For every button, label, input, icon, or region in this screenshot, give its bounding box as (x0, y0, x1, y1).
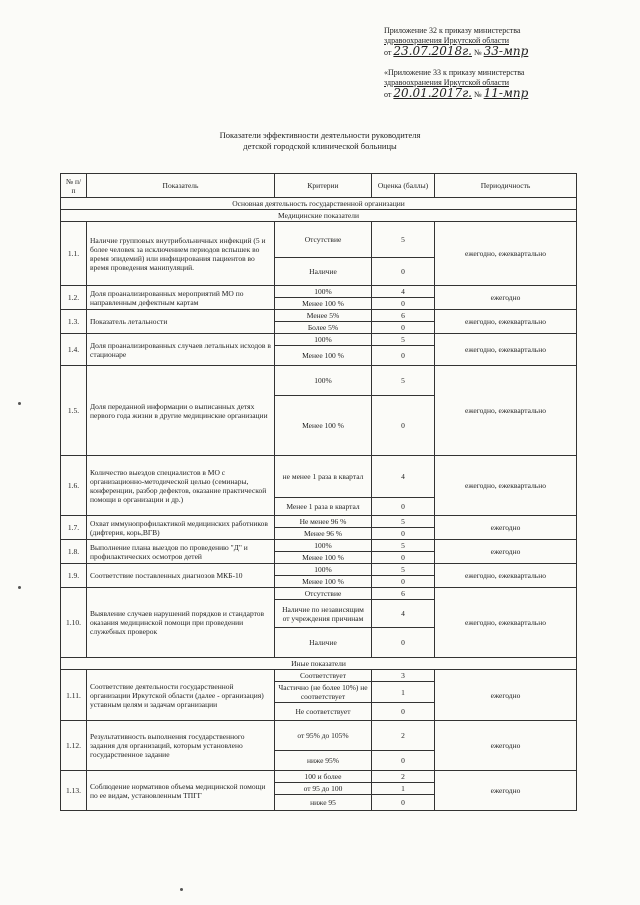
row-indicator: Выявление случаев нарушений порядков и стандартов оказания медицинской помощи при проведении служебных проверок (87, 588, 275, 658)
row-score: 0 (372, 498, 435, 516)
table-row (61, 456, 577, 498)
row-criterion: Не соответствует (275, 703, 372, 721)
row-indicator: Соблюдение нормативов объема медицинской помощи по ее видам, установленным ТПГГ (87, 771, 275, 811)
row-period: ежегодно, ежеквартально (435, 564, 577, 588)
row-score: 0 (372, 258, 435, 286)
row-period: ежегодно, ежеквартально (435, 588, 577, 658)
row-score: 1 (372, 783, 435, 795)
row-period: ежегодно, ежеквартально (435, 456, 577, 516)
row-criterion: 100% (275, 366, 372, 396)
row-score: 4 (372, 286, 435, 298)
row-score: 4 (372, 600, 435, 628)
appendix-1-line-2: здравоохранения Иркутской области (384, 36, 509, 45)
row-criterion: Менее 5% (275, 310, 372, 322)
table-row (61, 222, 577, 258)
row-indicator: Результативность выполнения государственного задания для организаций, которым установлено государственное задание (87, 721, 275, 771)
row-criterion: ниже 95 (275, 795, 372, 811)
row-number: 1.6. (61, 456, 87, 516)
row-period: ежегодно (435, 670, 577, 721)
document-title (140, 130, 500, 152)
row-score: 6 (372, 310, 435, 322)
section-row (61, 198, 577, 210)
row-criterion: Частично (не более 10%) не соответствует (275, 682, 372, 703)
row-criterion: Менее 100 % (275, 346, 372, 366)
row-score: 6 (372, 588, 435, 600)
header-period: Периодичность (435, 174, 577, 198)
row-number: 1.10. (61, 588, 87, 658)
table-row (61, 286, 577, 298)
row-number: 1.12. (61, 721, 87, 771)
table-row (61, 516, 577, 528)
row-criterion: 100% (275, 540, 372, 552)
punch-hole-mark (18, 586, 21, 589)
row-criterion: Соответствует (275, 670, 372, 682)
appendix-2-number: 11-мпр (483, 86, 529, 100)
title-line-1: Показатели эффективности деятельности руководителя (219, 130, 421, 140)
row-number: 1.5. (61, 366, 87, 456)
row-score: 5 (372, 366, 435, 396)
row-indicator: Соответствие поставленных диагнозов МКБ-10 (87, 564, 275, 588)
row-number: 1.7. (61, 516, 87, 540)
row-criterion: Менее 96 % (275, 528, 372, 540)
table-row (61, 334, 577, 346)
scan-dot-mark (180, 888, 183, 891)
row-score: 2 (372, 721, 435, 751)
row-score: 0 (372, 298, 435, 310)
section-row (61, 210, 577, 222)
title-line-2: детской городской клинической больницы (243, 141, 397, 151)
row-score: 0 (372, 628, 435, 658)
table-row (61, 310, 577, 322)
row-score: 5 (372, 222, 435, 258)
appendix-2-from-label: от (384, 90, 392, 99)
row-score: 0 (372, 703, 435, 721)
row-score: 0 (372, 751, 435, 771)
row-period: ежегодно (435, 286, 577, 310)
row-score: 2 (372, 771, 435, 783)
row-period: ежегодно, ежеквартально (435, 310, 577, 334)
header-score: Оценка (баллы) (372, 174, 435, 198)
row-criterion: Менее 100 % (275, 396, 372, 456)
row-number: 1.3. (61, 310, 87, 334)
row-indicator: Доля проанализированных случаев летальных исходов в стационаре (87, 334, 275, 366)
appendix-2-number-label: № (473, 90, 482, 99)
table-header-row (61, 174, 577, 198)
row-criterion: Менее 1 раза в квартал (275, 498, 372, 516)
row-score: 5 (372, 334, 435, 346)
row-criterion: Наличие по независящим от учреждения причинам (275, 600, 372, 628)
row-period: ежегодно, ежеквартально (435, 222, 577, 286)
row-criterion: 100% (275, 286, 372, 298)
row-period: ежегодно, ежеквартально (435, 334, 577, 366)
table-row (61, 588, 577, 600)
row-period: ежегодно (435, 771, 577, 811)
row-criterion: ниже 95% (275, 751, 372, 771)
section-row (61, 658, 577, 670)
row-score: 0 (372, 322, 435, 334)
row-criterion: не менее 1 раза в квартал (275, 456, 372, 498)
row-indicator: Показатель летальности (87, 310, 275, 334)
row-score: 1 (372, 682, 435, 703)
table-row (61, 721, 577, 751)
table-row (61, 540, 577, 552)
appendix-2-date-line (384, 88, 634, 100)
row-criterion: Более 5% (275, 322, 372, 334)
row-criterion: Менее 100 % (275, 552, 372, 564)
row-indicator: Соответствие деятельности государственной организации Иркутской области (далее - организация) уставным целям и задачам организации (87, 670, 275, 721)
table-row (61, 670, 577, 682)
row-criterion: Не менее 96 % (275, 516, 372, 528)
indicators-table (60, 173, 577, 811)
row-score: 0 (372, 576, 435, 588)
table-row (61, 771, 577, 783)
row-number: 1.13. (61, 771, 87, 811)
row-score: 0 (372, 346, 435, 366)
appendix-2-line-2: здравоохранения Иркутской области (384, 78, 509, 87)
appendix-1-number: 33-мпр (483, 44, 529, 58)
table-row (61, 564, 577, 576)
row-number: 1.4. (61, 334, 87, 366)
row-number: 1.8. (61, 540, 87, 564)
row-score: 0 (372, 528, 435, 540)
header-criteria: Критерии (275, 174, 372, 198)
row-number: 1.9. (61, 564, 87, 588)
row-score: 3 (372, 670, 435, 682)
table-row (61, 366, 577, 396)
row-score: 0 (372, 795, 435, 811)
row-criterion: Отсутствие (275, 222, 372, 258)
row-criterion: Менее 100 % (275, 298, 372, 310)
punch-hole-mark (18, 402, 21, 405)
appendix-header-2 (384, 68, 634, 100)
row-period: ежегодно (435, 516, 577, 540)
appendix-1-from-label: от (384, 48, 392, 57)
row-period: ежегодно, ежеквартально (435, 366, 577, 456)
section-main-activity: Основная деятельность государственной организации (61, 198, 577, 210)
row-criterion: Менее 100 % (275, 576, 372, 588)
appendix-1-number-label: № (473, 48, 482, 57)
appendix-2-line-1: «Приложение 33 к приказу министерства (384, 68, 525, 77)
appendix-2-date: 20.01.2017г. (393, 86, 472, 100)
row-indicator: Выполнение плана выездов по проведению "Д" и профилактических осмотров детей (87, 540, 275, 564)
row-criterion: 100% (275, 334, 372, 346)
row-number: 1.1. (61, 222, 87, 286)
appendix-1-date-line (384, 46, 634, 58)
section-medical-indicators: Медицинские показатели (61, 210, 577, 222)
row-criterion: Отсутствие (275, 588, 372, 600)
row-score: 5 (372, 564, 435, 576)
row-indicator: Доля переданной информации о выписанных детях первого года жизни в другие медицинские организации (87, 366, 275, 456)
row-period: ежегодно (435, 540, 577, 564)
section-other-indicators: Иные показатели (61, 658, 577, 670)
row-score: 5 (372, 516, 435, 528)
row-score: 0 (372, 396, 435, 456)
row-criterion: 100% (275, 564, 372, 576)
appendix-1-date: 23.07.2018г. (393, 44, 472, 58)
appendix-header-1 (384, 26, 634, 58)
row-score: 5 (372, 540, 435, 552)
row-number: 1.2. (61, 286, 87, 310)
row-criterion: 100 и более (275, 771, 372, 783)
appendix-1-line-1: Приложение 32 к приказу министерства (384, 26, 521, 35)
row-period: ежегодно (435, 721, 577, 771)
row-indicator: Количество выездов специалистов в МО с организационно-методической целью (семинары, конференции, разбор дефектов, оказание практической помощи в организации и др.) (87, 456, 275, 516)
row-indicator: Охват иммунопрофилактикой медицинских работников (дифтерия, корь,ВГВ) (87, 516, 275, 540)
row-indicator: Доля проанализированных мероприятий МО по направленным дефектным картам (87, 286, 275, 310)
row-indicator: Наличие групповых внутрибольничных инфекций (5 и более человек за исключением периодов вспышек во время эпидемий) или инфицирования пациентов во время проведения манипуляций. (87, 222, 275, 286)
header-num: № п/п (61, 174, 87, 198)
row-score: 0 (372, 552, 435, 564)
row-criterion: от 95 до 100 (275, 783, 372, 795)
row-score: 4 (372, 456, 435, 498)
row-criterion: Наличие (275, 258, 372, 286)
row-criterion: от 95% до 105% (275, 721, 372, 751)
row-criterion: Наличие (275, 628, 372, 658)
header-indicator: Показатель (87, 174, 275, 198)
row-number: 1.11. (61, 670, 87, 721)
